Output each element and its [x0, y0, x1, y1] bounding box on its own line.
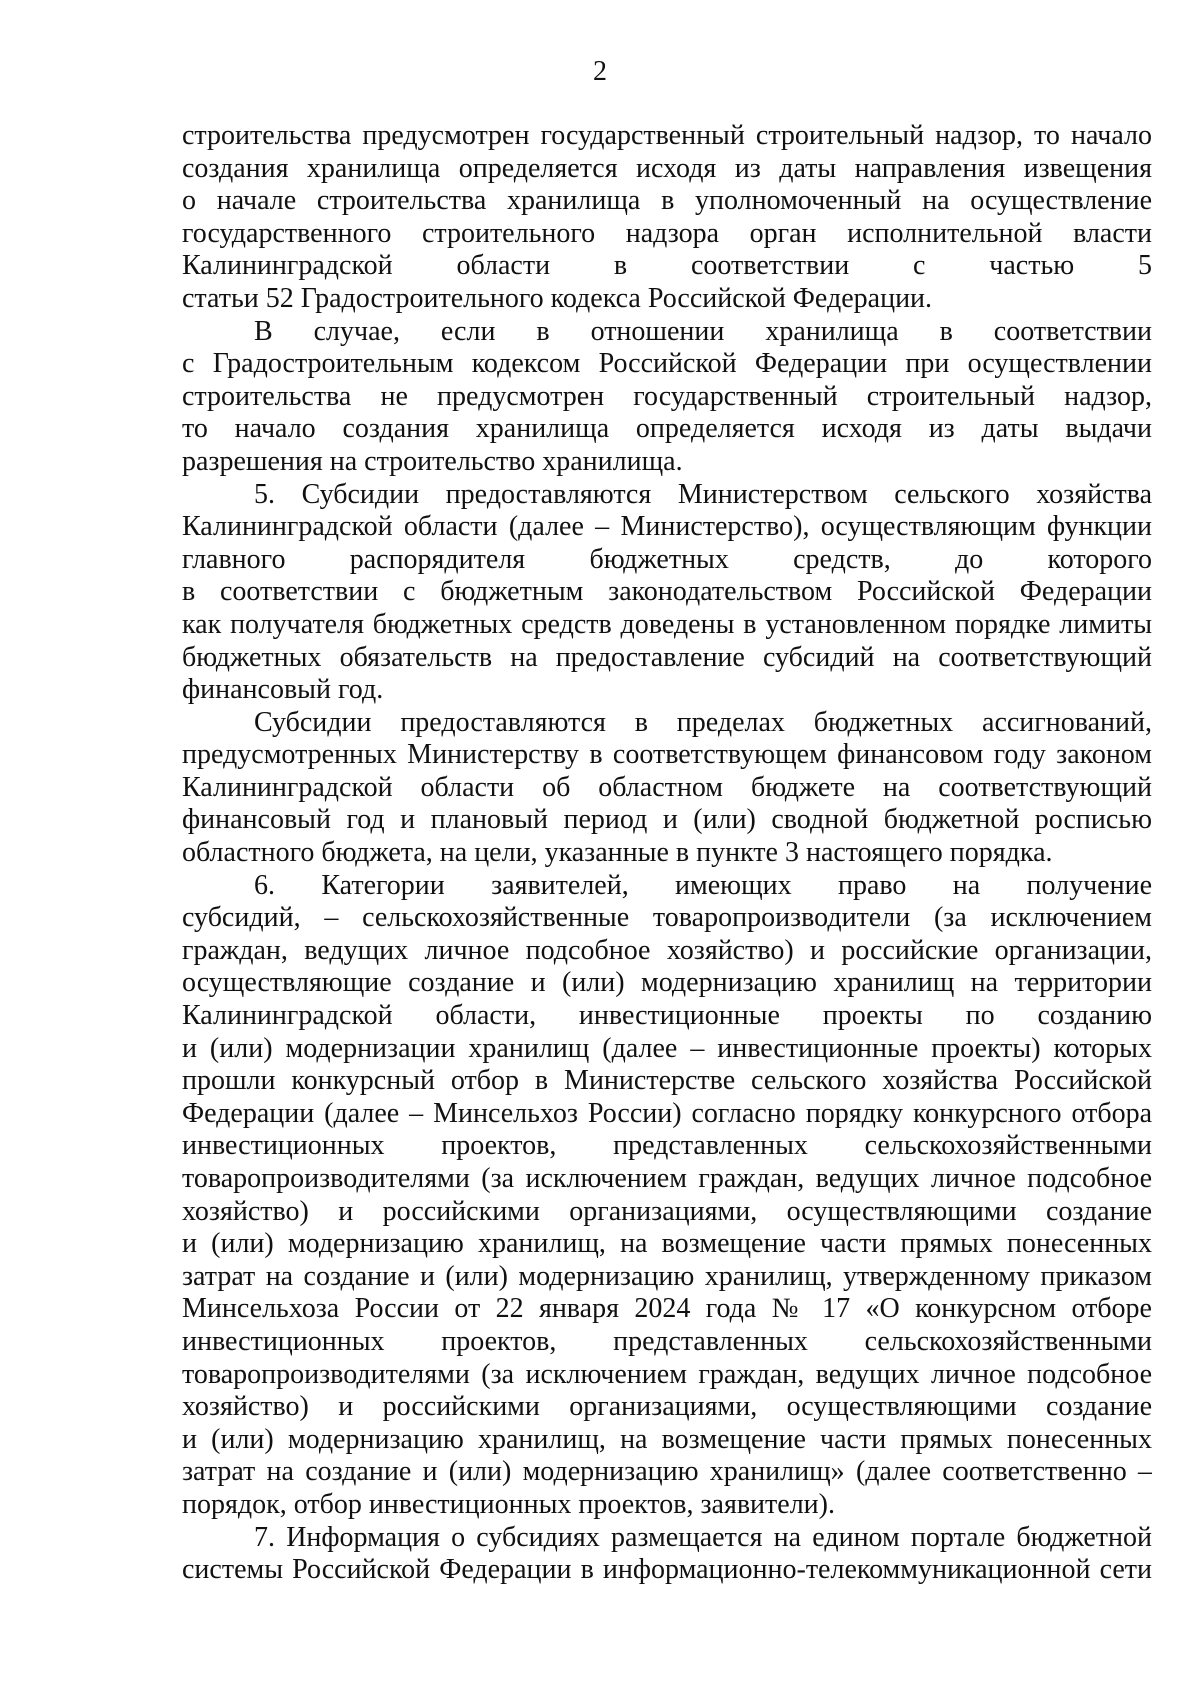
- text-line: 6. Категории заявителей, имеющих право на получение: [254, 869, 1152, 901]
- text-line: главного распорядителя бюджетных средств, до которого: [182, 543, 1152, 575]
- text-line: осуществляющие создание и (или) модернизацию хранилищ на территории: [182, 967, 1152, 999]
- text-line: о начале строительства хранилища в уполномоченный на осуществление: [182, 185, 1152, 217]
- text-line: бюджетных обязательств на предоставление субсидий на соответствующий: [182, 641, 1152, 673]
- text-line: товаропроизводителями (за исключением граждан, ведущих личное подсобное: [182, 1358, 1152, 1390]
- text-line: Калининградской области об областном бюджете на соответствующий: [182, 771, 1152, 803]
- text-line: системы Российской Федерации в информационно-телекоммуникационной сети: [182, 1554, 1152, 1586]
- text-line: создания хранилища определяется исходя из даты направления извещения: [182, 152, 1152, 184]
- text-line: 5. Субсидии предоставляются Министерством сельского хозяйства: [254, 478, 1152, 510]
- text-line: то начало создания хранилища определяется исходя из даты выдачи: [182, 413, 1152, 445]
- text-line: затрат на создание и (или) модернизацию хранилищ» (далее соответственно –: [182, 1456, 1152, 1488]
- text-line: и (или) модернизации хранилищ (далее – инвестиционные проекты) которых: [182, 1032, 1152, 1064]
- text-line: строительства не предусмотрен государственный строительный надзор,: [182, 380, 1152, 412]
- text-line: Калининградской области в соответствии с частью 5: [182, 250, 1152, 282]
- text-line: строительства предусмотрен государственный строительный надзор, то начало: [182, 120, 1152, 151]
- text-line: Калининградской области, инвестиционные проекты по созданию: [182, 1000, 1152, 1032]
- text-line: прошли конкурсный отбор в Министерстве сельского хозяйства Российской: [182, 1065, 1152, 1097]
- text-line: предусмотренных Министерству в соответствующем финансовом году законом: [182, 739, 1152, 771]
- text-line: областного бюджета, на цели, указанные в пункте 3 настоящего порядка.: [182, 837, 1053, 869]
- text-line: затрат на создание и (или) модернизацию хранилищ, утвержденному приказом: [182, 1260, 1152, 1292]
- text-line: как получателя бюджетных средств доведены в установленном порядке лимиты: [182, 608, 1152, 640]
- text-line: финансовый год.: [182, 674, 384, 706]
- text-line: в соответствии с бюджетным законодательством Российской Федерации: [182, 576, 1152, 608]
- text-line: граждан, ведущих личное подсобное хозяйство) и российские организации,: [182, 934, 1152, 966]
- text-line: хозяйство) и российскими организациями, осуществляющими создание: [182, 1391, 1152, 1423]
- text-line: с Градостроительным кодексом Российской Федерации при осуществлении: [182, 348, 1152, 380]
- text-line: Субсидии предоставляются в пределах бюджетных ассигнований,: [254, 706, 1152, 738]
- text-line: субсидий, – сельскохозяйственные товаропроизводители (за исключением: [182, 902, 1152, 934]
- text-line: Федерации (далее – Минсельхоз России) согласно порядку конкурсного отбора: [182, 1097, 1152, 1129]
- text-line: товаропроизводителями (за исключением граждан, ведущих личное подсобное: [182, 1163, 1152, 1194]
- text-line: государственного строительного надзора орган исполнительной власти: [182, 217, 1152, 249]
- text-line: В случае, если в отношении хранилища в соответствии: [254, 315, 1152, 347]
- text-line: 7. Информация о субсидиях размещается на едином портале бюджетной: [254, 1521, 1152, 1553]
- text-line: порядок, отбор инвестиционных проектов, заявители).: [182, 1488, 835, 1520]
- document-body: [182, 120, 1152, 1587]
- text-line: разрешения на строительство хранилища.: [182, 445, 683, 477]
- text-line: инвестиционных проектов, представленных сельскохозяйственными: [182, 1325, 1152, 1357]
- text-line: инвестиционных проектов, представленных сельскохозяйственными: [182, 1130, 1152, 1162]
- text-line: Минсельхоза России от 22 января 2024 года № 17 «О конкурсном отборе: [182, 1293, 1152, 1325]
- text-line: статьи 52 Градостроительного кодекса Российской Федерации.: [182, 282, 933, 314]
- page-number: 2: [593, 56, 607, 87]
- text-line: Калининградской области (далее – Министерство), осуществляющим функции: [182, 511, 1152, 543]
- text-line: хозяйство) и российскими организациями, осуществляющими создание: [182, 1195, 1152, 1227]
- text-line: и (или) модернизацию хранилищ, на возмещение части прямых понесенных: [182, 1423, 1152, 1455]
- text-line: и (или) модернизацию хранилищ, на возмещение части прямых понесенных: [182, 1228, 1152, 1260]
- text-line: финансовый год и плановый период и (или) сводной бюджетной росписью: [182, 804, 1152, 836]
